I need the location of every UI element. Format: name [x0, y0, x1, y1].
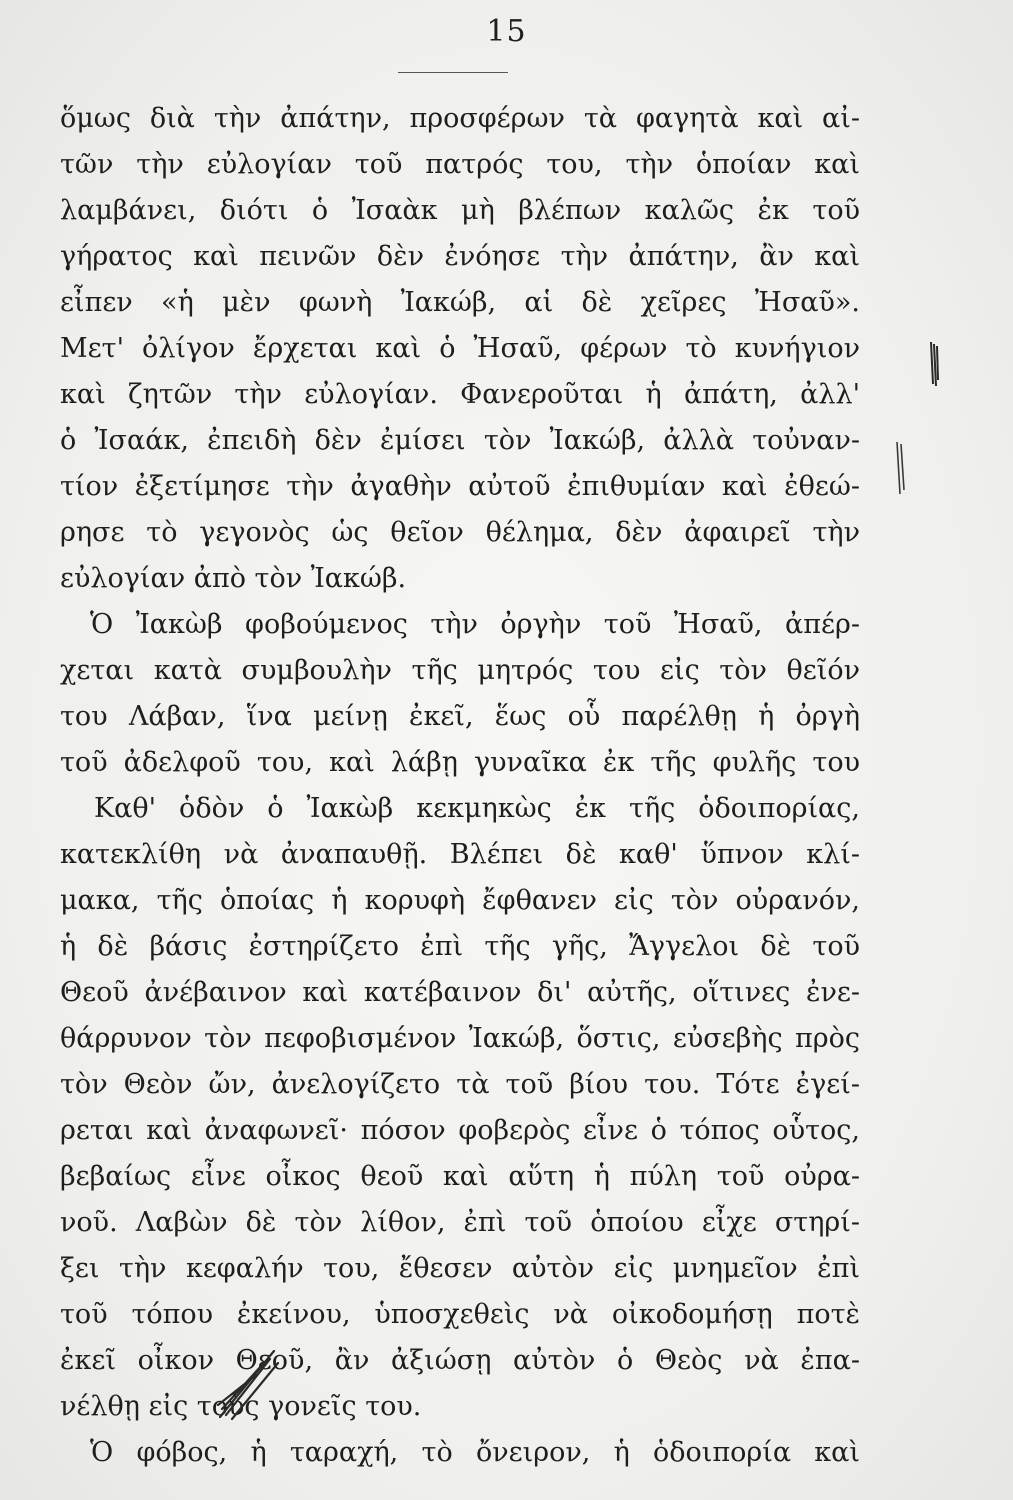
text-line: τὸν Θεὸν ὤν, ἀνελογίζετο τὰ τοῦ βίου του. Τότε ἐγεί- [60, 1069, 860, 1100]
paragraph-start-line: Ὁ φόβος, ἡ ταραχή, τὸ ὄνειρον, ἡ ὁδοιπορία καὶ [90, 1437, 860, 1468]
text-line: ρησε τὸ γεγονὸς ὡς θεῖον θέλημα, δὲν ἀφαιρεῖ τὴν [60, 517, 860, 548]
text-line: ὅμως διὰ τὴν ἀπάτην, προσφέρων τὰ φαγητὰ καὶ αἰ- [60, 103, 860, 134]
text-line: τοῦ τόπου ἐκείνου, ὑποσχεθεὶς νὰ οἰκοδομήσῃ ποτὲ [60, 1299, 860, 1330]
header-rule [398, 72, 508, 73]
text-line: εὐλογίαν ἀπὸ τὸν Ἰακώβ. [60, 563, 407, 594]
text-line: τοῦ ἀδελφοῦ του, καὶ λάβῃ γυναῖκα ἐκ τῆς φυλῆς του [60, 747, 860, 778]
text-line: Μετ' ὀλίγον ἔρχεται καὶ ὁ Ἠσαῦ, φέρων τὸ κυνήγιον [60, 333, 860, 364]
pencil-scribble [212, 1345, 292, 1425]
text-line: χεται κατὰ συμβουλὴν τῆς μητρός του εἰς τὸν θεῖόν [60, 655, 860, 686]
margin-pencil-mark [928, 340, 940, 388]
text-line: βεβαίως εἶνε οἶκος θεοῦ καὶ αὕτη ἡ πύλη τοῦ οὐρα- [60, 1161, 860, 1192]
text-line: μακα, τῆς ὁποίας ἡ κορυφὴ ἔφθανεν εἰς τὸν οὐρανόν, [60, 885, 860, 916]
body-text [60, 96, 860, 1476]
text-line: τίον ἐξετίμησε τὴν ἀγαθὴν αὐτοῦ ἐπιθυμίαν καὶ ἐθεώ- [60, 471, 860, 502]
page-number: 15 [486, 14, 527, 49]
margin-pencil-mark [893, 440, 907, 496]
text-line: νέλθῃ εἰς τοὺς γονεῖς του. [60, 1391, 422, 1422]
text-line: καὶ ζητῶν τὴν εὐλογίαν. Φανεροῦται ἡ ἀπάτη, ἀλλ' [60, 379, 860, 410]
text-line: τῶν τὴν εὐλογίαν τοῦ πατρός του, τὴν ὁποίαν καὶ [60, 149, 860, 180]
text-line: κατεκλίθη νὰ ἀναπαυθῇ. Βλέπει δὲ καθ' ὕπνον κλί- [60, 839, 860, 870]
text-line: Θεοῦ ἀνέβαινον καὶ κατέβαινον δι' αὐτῆς, οἵτινες ἐνε- [60, 977, 860, 1008]
text-line: ξει τὴν κεφαλήν του, ἔθεσεν αὐτὸν εἰς μνημεῖον ἐπὶ [60, 1253, 860, 1284]
text-line: εἶπεν «ἡ μὲν φωνὴ Ἰακώβ, αἱ δὲ χεῖρες Ἠσαῦ». [60, 287, 860, 318]
text-line: ἐκεῖ οἶκον Θεοῦ, ἂν ἀξιώσῃ αὐτὸν ὁ Θεὸς νὰ ἐπα- [60, 1345, 860, 1376]
text-line: λαμβάνει, διότι ὁ Ἰσαὰκ μὴ βλέπων καλῶς ἐκ τοῦ [60, 195, 860, 226]
paragraph-start-line: Ὁ Ἰακὼβ φοβούμενος τὴν ὀργὴν τοῦ Ἠσαῦ, ἀπέρ- [90, 609, 860, 640]
text-line: ὁ Ἰσαάκ, ἐπειδὴ δὲν ἐμίσει τὸν Ἰακώβ, ἀλλὰ τοὐναν- [60, 425, 860, 456]
paragraph-start-line: Καθ' ὁδὸν ὁ Ἰακὼβ κεκμηκὼς ἐκ τῆς ὁδοιπορίας, [94, 793, 860, 824]
text-line: ἡ δὲ βάσις ἐστηρίζετο ἐπὶ τῆς γῆς, Ἄγγελοι δὲ τοῦ [60, 931, 860, 962]
text-line: του Λάβαν, ἵνα μείνῃ ἐκεῖ, ἕως οὗ παρέλθῃ ἡ ὀργὴ [60, 701, 860, 732]
text-line: θάρρυνον τὸν πεφοβισμένον Ἰακώβ, ὅστις, εὐσεβὴς πρὸς [60, 1023, 860, 1054]
text-line: νοῦ. Λαβὼν δὲ τὸν λίθον, ἐπὶ τοῦ ὁποίου εἶχε στηρί- [60, 1207, 860, 1238]
text-line: γήρατος καὶ πεινῶν δὲν ἐνόησε τὴν ἀπάτην, ἂν καὶ [60, 241, 860, 272]
text-line: ρεται καὶ ἀναφωνεῖ· πόσον φοβερὸς εἶνε ὁ τόπος οὗτος, [60, 1115, 860, 1146]
